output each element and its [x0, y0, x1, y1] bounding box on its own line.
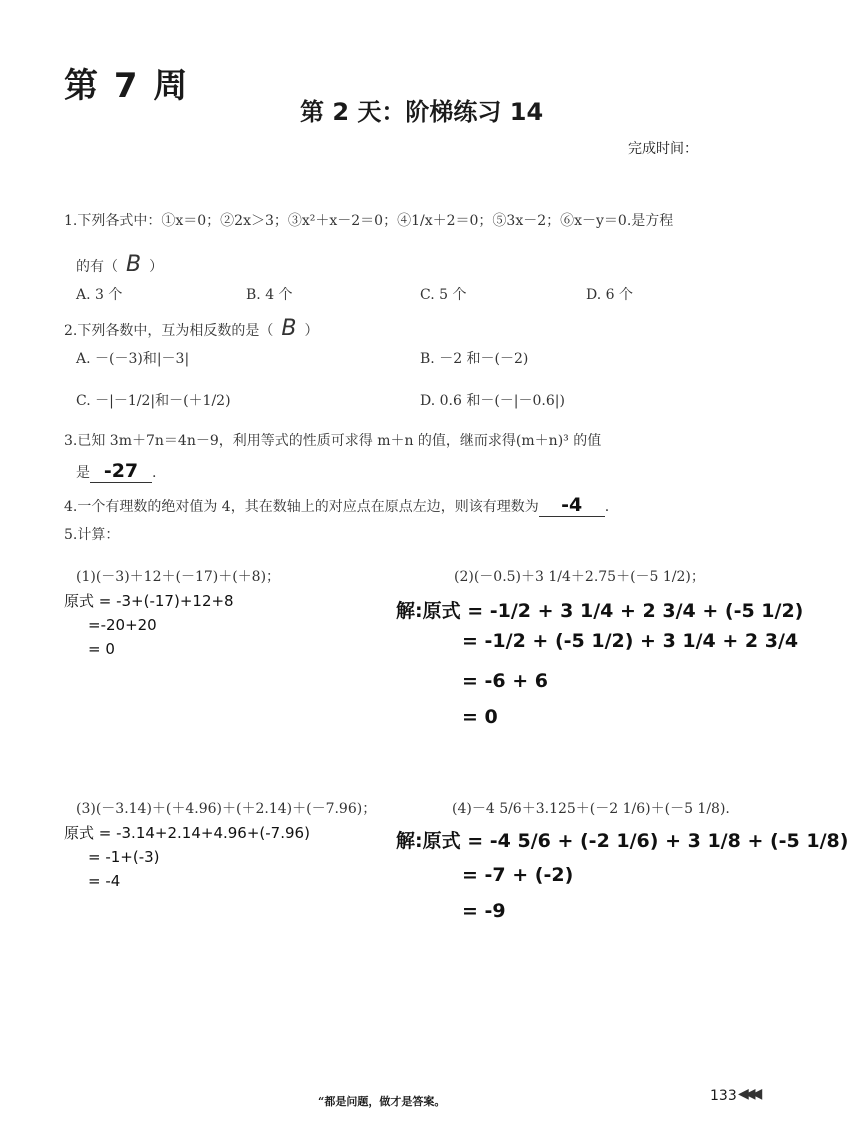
q1-stem-line1: 1.下列各式中：①x＝0；②2x＞3；③x²＋x－2＝0；④1/x＋2＝0；⑤3x－2；⑥x－y＝0.是方程	[64, 213, 674, 229]
q4-handwritten-answer: -4	[539, 494, 605, 517]
week-heading: 第 7 周	[64, 66, 190, 106]
q5-part2-step-4: = 0	[462, 706, 498, 728]
q1-paren-open: 的有（	[76, 259, 118, 275]
q5-part2-step-1: 解:原式 = -1/2 + 3 1/4 + 2 3/4 + (-5 1/2)	[396, 600, 804, 622]
triple-arrow-icon: ◀◀◀	[738, 1086, 759, 1102]
q1-option-a: A. 3 个	[76, 287, 123, 303]
q5-part2-step-2: = -1/2 + (-5 1/2) + 3 1/4 + 2 3/4	[462, 630, 799, 652]
q2-stem-text: 2.下列各数中，互为相反数的是（	[64, 323, 274, 339]
q3-suffix: .	[152, 465, 157, 481]
q5-part3-step-3: = -4	[88, 872, 121, 890]
q5-part1-step-2: =-20+20	[88, 616, 157, 634]
q5-part2-step-3: = -6 + 6	[462, 670, 549, 692]
q5-part2-expression: (2)(－0.5)＋3 1/4＋2.75＋(－5 1/2)；	[454, 569, 705, 585]
q5-part3-step-1: 原式 = -3.14+2.14+4.96+(-7.96)	[64, 824, 310, 842]
q1-option-d: D. 6 个	[586, 287, 633, 303]
q2-option-b: B. －2 和－(－2)	[420, 351, 529, 367]
q2-option-d: D. 0.6 和－(－|－0.6|)	[420, 393, 565, 409]
q5-part4-step-1: 解:原式 = -4 5/6 + (-2 1/6) + 3 1/8 + (-5 1/8)	[396, 830, 848, 852]
q2-option-c: C. －|－1/2|和－(＋1/2)	[76, 393, 231, 409]
q4-stem	[64, 494, 609, 517]
q5-part4-step-3: = -9	[462, 900, 506, 922]
q4-suffix: .	[604, 499, 610, 515]
q5-part3-step-2: = -1+(-3)	[88, 848, 160, 866]
completion-time-label: 完成时间：	[628, 141, 698, 157]
q5-part1-step-1: 原式 = -3+(-17)+12+8	[64, 592, 234, 610]
q1-handwritten-answer: B	[126, 252, 142, 277]
q2-handwritten-answer: B	[281, 316, 297, 341]
q5-part3-expression: (3)(－3.14)＋(＋4.96)＋(＋2.14)＋(－7.96)；	[76, 801, 377, 817]
q2-option-a: A. －(－3)和|－3|	[76, 351, 190, 367]
q3-prefix: 是	[76, 465, 90, 481]
page-title: 第 2 天：阶梯练习 14	[300, 98, 544, 126]
q1-option-c: C. 5 个	[420, 287, 467, 303]
q1-option-b: B. 4 个	[246, 287, 293, 303]
q3-stem-line2	[76, 460, 156, 483]
q2-paren-close: ）	[304, 323, 319, 339]
q2-stem	[64, 316, 318, 341]
q1-paren-close: ）	[149, 259, 164, 275]
q4-stem-text: 4.一个有理数的绝对值为 4，其在数轴上的对应点在原点左边，则该有理数为	[64, 499, 539, 515]
q1-stem-line2	[76, 252, 163, 277]
q5-part4-expression: (4)－4 5/6＋3.125＋(－2 1/6)＋(－5 1/8).	[452, 801, 730, 817]
q5-part1-expression: (1)(－3)＋12＋(－17)＋(＋8)；	[76, 569, 281, 585]
footer-motto: “都是问题，做才是答案。	[318, 1095, 446, 1108]
q5-stem: 5.计算：	[64, 527, 120, 543]
page-number: 133	[710, 1088, 737, 1104]
q3-handwritten-answer: -27	[90, 460, 152, 483]
q5-part4-step-2: = -7 + (-2)	[462, 864, 574, 886]
q5-part1-step-3: = 0	[88, 640, 115, 658]
q3-stem-line1: 3.已知 3m＋7n＝4n－9，利用等式的性质可求得 m＋n 的值，继而求得(m＋n)³ 的值	[64, 433, 602, 449]
